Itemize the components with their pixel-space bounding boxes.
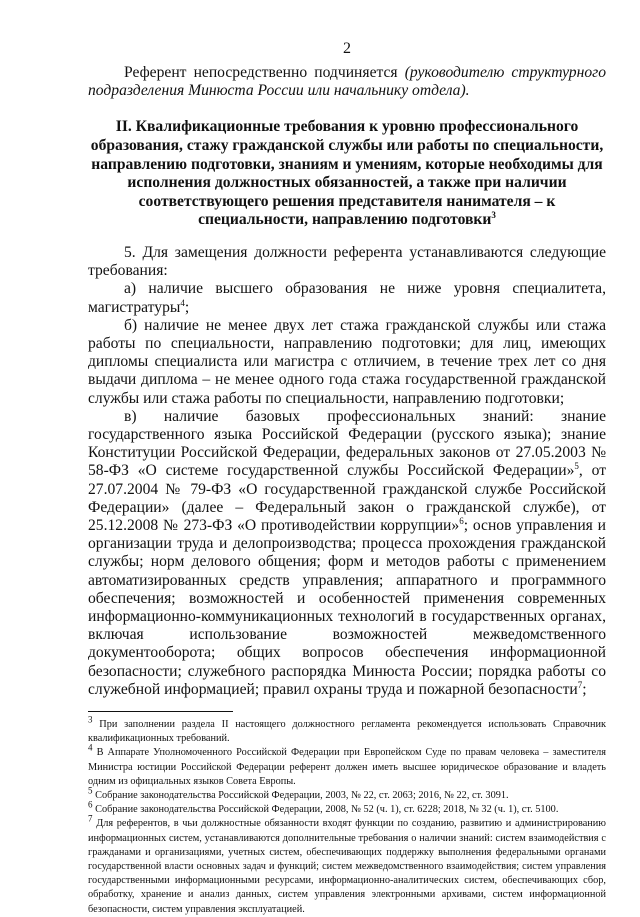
paragraph-a-end: ; (184, 298, 190, 316)
footnote-6 (88, 799, 606, 817)
intro-paragraph (88, 64, 606, 100)
footnote-ref[interactable]: 4 (180, 297, 185, 308)
document-page (88, 40, 606, 917)
footnote-ref[interactable]: 7 (577, 679, 583, 690)
footnote-5 (88, 785, 606, 803)
paragraph-a (88, 280, 606, 316)
footnote-7 (88, 814, 606, 916)
footnote-ref[interactable]: 6 (459, 515, 464, 526)
footnote-ref[interactable]: 3 (491, 210, 496, 221)
section-heading (88, 118, 606, 230)
footnote-text: В Аппарате Уполномоченного Российской Федерации при Европейском Суде по правам человека – заместителя Министра юстиции Российской Федерации референт должен иметь высшее юридическое образование и владеть одним из официальных языков Совета Европы. (88, 747, 606, 787)
footnote-num: 3 (88, 714, 93, 725)
footnote-text: Собрание законодательства Российской Федерации, 2003, № 22, ст. 2063; 2016, № 22, ст. 3091. (95, 790, 509, 802)
footnote-num: 5 (88, 785, 93, 796)
intro-italic: (руководителю структурного подразделения Минюста России или начальнику отдела). (88, 64, 606, 100)
paragraph-v-text1: в) наличие базовых профессиональных знаний: знание государственного языка Российской Федерации (русского языка); знание Конституции Российской Федерации, федеральных законов от 27.05.2003 № 58-ФЗ «О системе государственной службы Российской Федерации» (88, 407, 606, 480)
paragraph-a-text: а) наличие высшего образования не ниже уровня специалитета, магистратуры (88, 280, 606, 316)
paragraph-b: б) наличие не менее двух лет стажа гражданской службы или стажа работы по специальности, направлению подготовки; для лиц, имеющих дипломы специалиста или магистра с отличием, в течение трех лет со дня выдачи диплома – не менее одного года стажа государственной гражданской службы или стажа работы по специальности, направлению подготовки; (88, 316, 606, 407)
paragraph-v-end: ; (582, 680, 587, 698)
paragraph-v-text3: ; основ управления и организации труда и делопроизводства; процесса прохождения гражданской службы; норм делового общения; форм и методов работы с применением автоматизированных средств управления; аппаратного и программного обеспечения; возможностей и особенностей применения современных информационно-коммуникационных технологий в государственных органах, включая использование возможностей межведомственного документооборота; общих вопросов обеспечения информационной безопасности; служебного распорядка Минюста России; порядка работы со служебной информацией; правил охраны труда и пожарной безопасности (88, 517, 606, 698)
footnote-num: 4 (88, 743, 93, 754)
footnote-ref[interactable]: 5 (574, 461, 579, 472)
footnote-text: При заполнении раздела II настоящего должностного регламента рекомендуется использовать Справочник квалификационных требований. (88, 719, 607, 745)
intro-text: Референт непосредственно подчиняется (124, 64, 405, 81)
heading-text: II. Квалификационные требования к уровню профессионального образования, стажу гражданской службы или работы по специальности, направлению подготовки, знаниям и умениям, которые необходимы для исполнения должностных обязанностей, а также при наличии соответствующего решения представителя нанимателя – к специальности, направлению подготовки (90, 118, 604, 229)
paragraph-5: 5. Для замещения должности референта устанавливаются следующие требования: (88, 243, 606, 280)
footnote-3 (88, 714, 607, 746)
paragraph-v-text2: , от 27.07.2004 № 79-ФЗ «О государственной гражданской службе Российской Федерации» (далее – Федеральный закон о гражданской службе), от 25.12.2008 № 273-ФЗ «О противодействии коррупции» (88, 462, 607, 535)
footnotes (88, 714, 607, 917)
page-number: 2 (343, 40, 351, 57)
footnote-divider (88, 711, 233, 712)
paragraph-v (88, 408, 606, 699)
footnote-4 (88, 743, 606, 789)
footnote-text: Для референтов, в чьи должностные обязанности входят функции по созданию, развитию и администрированию информационных систем, устанавливаются дополнительные требования о наличии знаний: систем взаимодействия с гражданами и организациями, учетных систем, обеспечивающих поддержку выполнения федеральными органами государственной власти основных задач и функций; систем межведомственного взаимодействия; систем управления государственными информационными ресурсами, информационно-аналитических систем, обеспечивающих сбор, обработку, хранение и анализ данных, систем управления электронными архивами, систем информационной безопасности, систем управления эксплуатацией. (88, 818, 606, 915)
footnote-text: Собрание законодательства Российской Федерации, 2008, № 52 (ч. 1), ст. 6228; 2018, № 32 (ч. 1), ст. 5100. (95, 804, 559, 816)
footnote-num: 7 (88, 814, 93, 825)
footnote-num: 6 (88, 799, 93, 810)
